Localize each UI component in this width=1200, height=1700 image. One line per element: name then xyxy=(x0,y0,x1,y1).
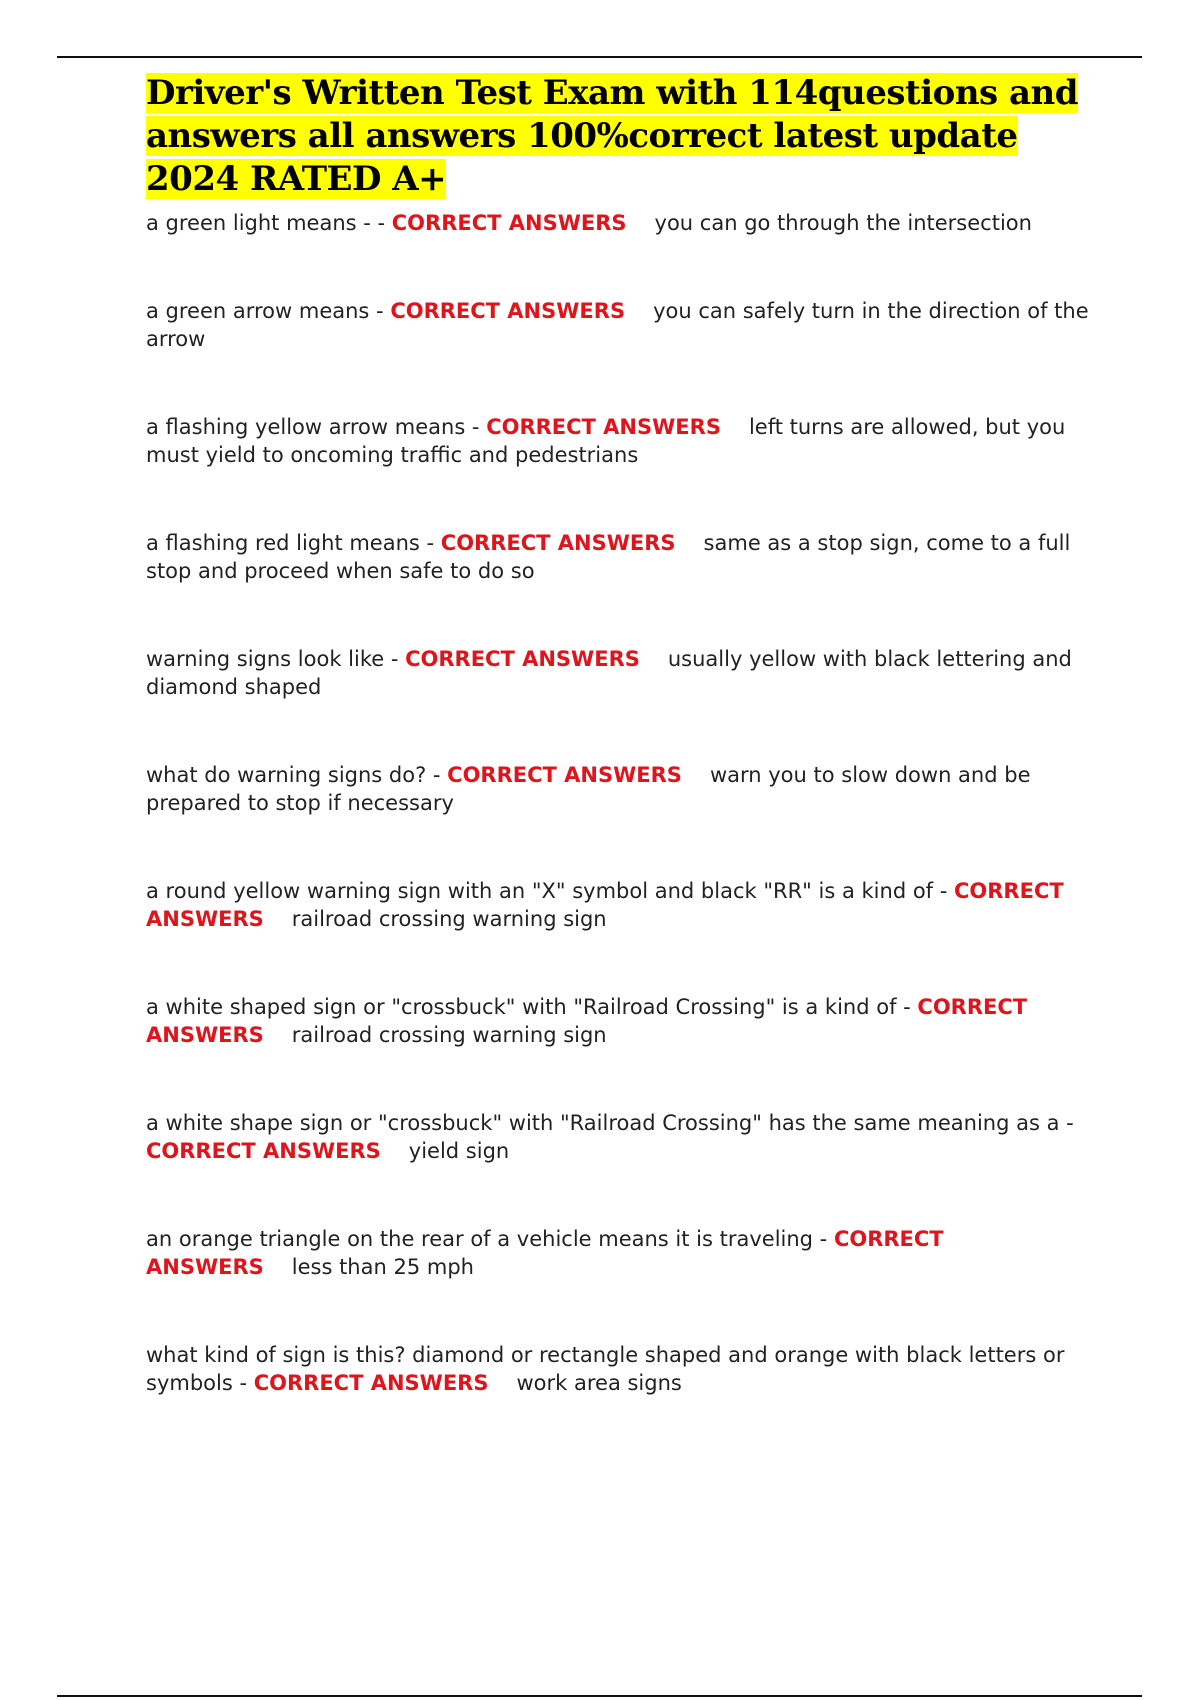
qa-item-3 xyxy=(146,413,1091,469)
correct-answers-label: CORRECT ANSWERS xyxy=(146,1139,381,1163)
answer-text: you can go through the intersection xyxy=(654,211,1032,235)
qa-item-11 xyxy=(146,1341,1091,1397)
correct-answers-label: CORRECT ANSWERS xyxy=(146,995,1028,1047)
question-text: a round yellow warning sign with an "X" symbol and black "RR" is a kind of - xyxy=(146,879,954,903)
qa-item-6 xyxy=(146,761,1091,817)
correct-answers-label: CORRECT ANSWERS xyxy=(146,879,1064,931)
correct-answers-label: CORRECT ANSWERS xyxy=(486,415,721,439)
question-text: a green arrow means - xyxy=(146,299,391,323)
correct-answers-label: CORRECT ANSWERS xyxy=(405,647,640,671)
qa-item-2 xyxy=(146,297,1091,353)
qa-item-1 xyxy=(146,209,1091,237)
answer-text: railroad crossing warning sign xyxy=(291,907,607,931)
qa-item-9 xyxy=(146,1109,1091,1165)
qa-item-4 xyxy=(146,529,1091,585)
top-rule xyxy=(57,56,1142,58)
correct-answers-label: CORRECT ANSWERS xyxy=(391,211,627,235)
answer-text: you can safely turn in the direction of the arrow xyxy=(146,299,1089,351)
answer-text: warn you to slow down and be prepared to stop if necessary xyxy=(146,763,1031,815)
qa-item-10 xyxy=(146,1225,1091,1281)
answer-text: left turns are allowed, but you must yield to oncoming traffic and pedestrians xyxy=(146,415,1066,467)
correct-answers-label: CORRECT ANSWERS xyxy=(253,1371,489,1395)
bottom-rule xyxy=(57,1695,1142,1697)
correct-answers-label: CORRECT ANSWERS xyxy=(447,763,682,787)
question-text: a flashing red light means - xyxy=(146,531,441,555)
document-title-highlight: Driver's Written Test Exam with 114questions and answers all answers 100%correct latest update 2024 RATED A+ xyxy=(146,73,1079,199)
question-text: an orange triangle on the rear of a vehicle means it is traveling - xyxy=(146,1227,834,1251)
correct-answers-label: CORRECT ANSWERS xyxy=(440,531,676,555)
question-text: warning signs look like - xyxy=(146,647,406,671)
answer-text: same as a stop sign, come to a full stop and proceed when safe to do so xyxy=(146,531,1071,583)
qa-item-5 xyxy=(146,645,1091,701)
question-text: a white shape sign or "crossbuck" with "Railroad Crossing" has the same meaning as a - xyxy=(146,1111,1074,1135)
answer-text: less than 25 mph xyxy=(291,1255,474,1279)
answer-text: work area signs xyxy=(516,1371,682,1395)
question-text: a white shaped sign or "crossbuck" with "Railroad Crossing" is a kind of - xyxy=(146,995,918,1019)
document-title xyxy=(146,72,1086,201)
question-text: a flashing yellow arrow means - xyxy=(146,415,487,439)
qa-item-7 xyxy=(146,877,1091,933)
question-text: what kind of sign is this? diamond or rectangle shaped and orange with black letters or symbols - xyxy=(146,1343,1065,1395)
correct-answers-label: CORRECT ANSWERS xyxy=(146,1227,944,1279)
question-text: a green light means - - xyxy=(146,211,392,235)
question-text: what do warning signs do? - xyxy=(146,763,448,787)
answer-text: railroad crossing warning sign xyxy=(291,1023,607,1047)
correct-answers-label: CORRECT ANSWERS xyxy=(390,299,626,323)
document-body xyxy=(146,72,1089,1397)
answer-text: usually yellow with black lettering and diamond shaped xyxy=(146,647,1072,699)
answer-text: yield sign xyxy=(408,1139,510,1163)
qa-item-8 xyxy=(146,993,1091,1049)
